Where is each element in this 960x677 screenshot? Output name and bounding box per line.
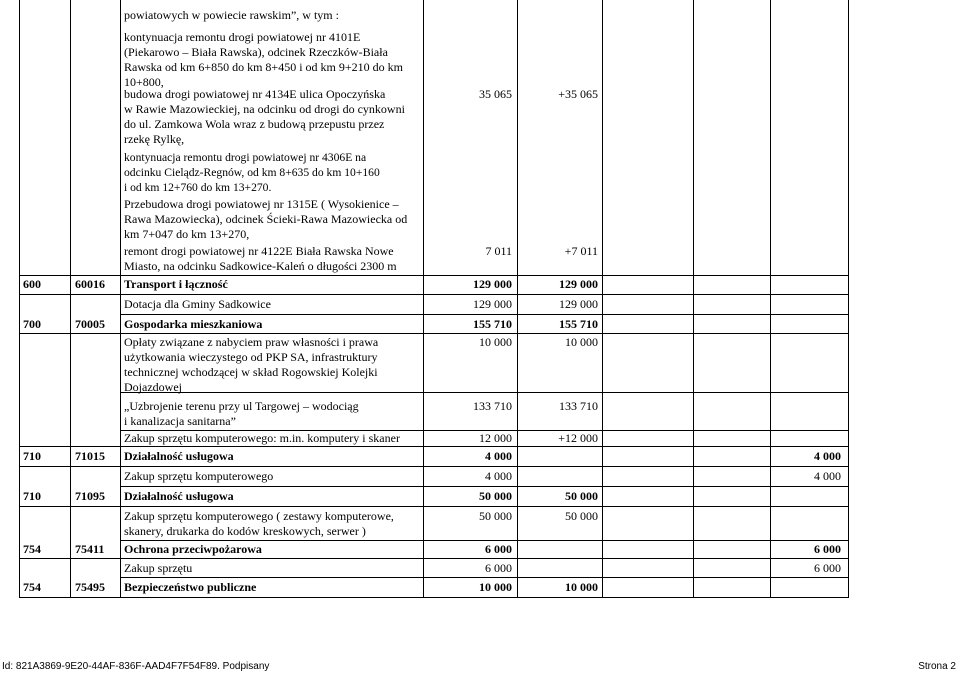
road-item-4122e: remont drogi powiatowej nr 4122E Biała Rawska Nowe Miasto, na odcinku Sadkowice-Kaleń o długości 2300 m	[124, 244, 397, 273]
rozdzial-code: 71095	[75, 489, 105, 503]
dzial-code: 700	[23, 317, 41, 331]
change-amount: 155 710	[559, 317, 598, 331]
dzial-code: 600	[23, 277, 41, 291]
plan-amount: 4 000	[485, 469, 512, 483]
change-amount: 133 710	[559, 399, 598, 413]
section-title: Bezpieczeństwo publiczne	[124, 580, 257, 594]
change-amount: 10 000	[565, 335, 598, 349]
plan-amount: 129 000	[473, 297, 512, 311]
section-title: Ochrona przeciwpożarowa	[124, 542, 262, 556]
amount-after: 4 000	[814, 469, 841, 483]
item-description: Zakup sprzętu komputerowego ( zestawy komputerowe, skanery, drukarka do kodów kreskowych, serwer )	[124, 509, 394, 538]
item-description: „Uzbrojenie terenu przy ul Targowej – wodociąg i kanalizacja sanitarna”	[124, 399, 359, 428]
dzial-code: 754	[23, 580, 41, 594]
section-title: Transport i łączność	[124, 277, 228, 291]
document-id: Id: 821A3869-9E20-44AF-836F-AAD4F7F54F89. Podpisany	[2, 661, 270, 672]
change-amount: +7 011	[564, 244, 598, 258]
section-title: Działalność usługowa	[124, 449, 234, 463]
dzial-code: 710	[23, 449, 41, 463]
change-amount: +35 065	[558, 87, 598, 101]
item-description: Dotacja dla Gminy Sadkowice	[124, 297, 271, 311]
plan-amount: 129 000	[473, 277, 512, 291]
plan-amount: 155 710	[473, 317, 512, 331]
rozdzial-code: 60016	[75, 277, 105, 291]
plan-amount: 10 000	[479, 580, 512, 594]
plan-amount: 6 000	[485, 561, 512, 575]
change-amount: 50 000	[565, 509, 598, 523]
amount-after: 4 000	[814, 449, 841, 463]
item-description: Zakup sprzętu komputerowego: m.in. komputery i skaner	[124, 431, 400, 445]
item-description: Zakup sprzętu	[124, 561, 193, 575]
amount-after: 6 000	[814, 542, 841, 556]
item-description: Zakup sprzętu komputerowego	[124, 469, 274, 483]
plan-amount: 133 710	[473, 399, 512, 413]
plan-amount: 12 000	[479, 431, 512, 445]
dzial-code: 754	[23, 542, 41, 556]
section-title: Gospodarka mieszkaniowa	[124, 317, 263, 331]
road-item-4134e: budowa drogi powiatowej nr 4134E ulica Opoczyńska w Rawie Mazowieckiej, na odcinku od drogi do cynkowni do ul. Zamkowa Wola wraz z budową przepustu przez rzekę Rylkę,	[124, 87, 405, 146]
plan-amount: 6 000	[485, 542, 512, 556]
road-item-4306e: kontynuacja remontu drogi powiatowej nr 4306E na odcinku Cielądz-Regnów, od km 8+635 do km 10+160 i od km 12+760 do km 13+270.	[124, 151, 380, 194]
rozdzial-code: 70005	[75, 317, 105, 331]
amount-after: 6 000	[814, 561, 841, 575]
rozdzial-code: 75495	[75, 580, 105, 594]
road-item-4101e: kontynuacja remontu drogi powiatowej nr 4101E (Piekarowo – Biała Rawska), odcinek Rzeczków-Biała Rawska od km 6+850 do km 8+450 i od km 9+210 do km 10+800,	[124, 30, 403, 89]
page-number: Strona 2	[918, 661, 956, 672]
road-item-1315e: Przebudowa drogi powiatowej nr 1315E ( Wysokienice – Rawa Mazowiecka), odcinek Ścieki-Rawa Mazowiecka od km 7+047 do km 13+270,	[124, 197, 408, 241]
rozdzial-code: 75411	[75, 542, 105, 556]
rozdzial-code: 71015	[75, 449, 105, 463]
change-amount: +12 000	[558, 431, 598, 445]
change-amount: 10 000	[565, 580, 598, 594]
plan-amount: 4 000	[485, 449, 512, 463]
item-description: Opłaty związane z nabyciem praw własności i prawa użytkowania wieczystego od PKP SA, infrastruktury technicznej wchodzącej w skład Rogowskiej Kolejki Dojazdowej	[124, 335, 379, 394]
plan-amount: 35 065	[479, 87, 512, 101]
dzial-code: 710	[23, 489, 41, 503]
change-amount: 50 000	[565, 489, 598, 503]
change-amount: 129 000	[559, 297, 598, 311]
plan-amount: 50 000	[479, 509, 512, 523]
section-title: Działalność usługowa	[124, 489, 234, 503]
section-intro-text: powiatowych w powiecie rawskim”, w tym :	[124, 8, 339, 22]
plan-amount: 7 011	[485, 244, 512, 258]
plan-amount: 50 000	[479, 489, 512, 503]
plan-amount: 10 000	[479, 335, 512, 349]
change-amount: 129 000	[559, 277, 598, 291]
